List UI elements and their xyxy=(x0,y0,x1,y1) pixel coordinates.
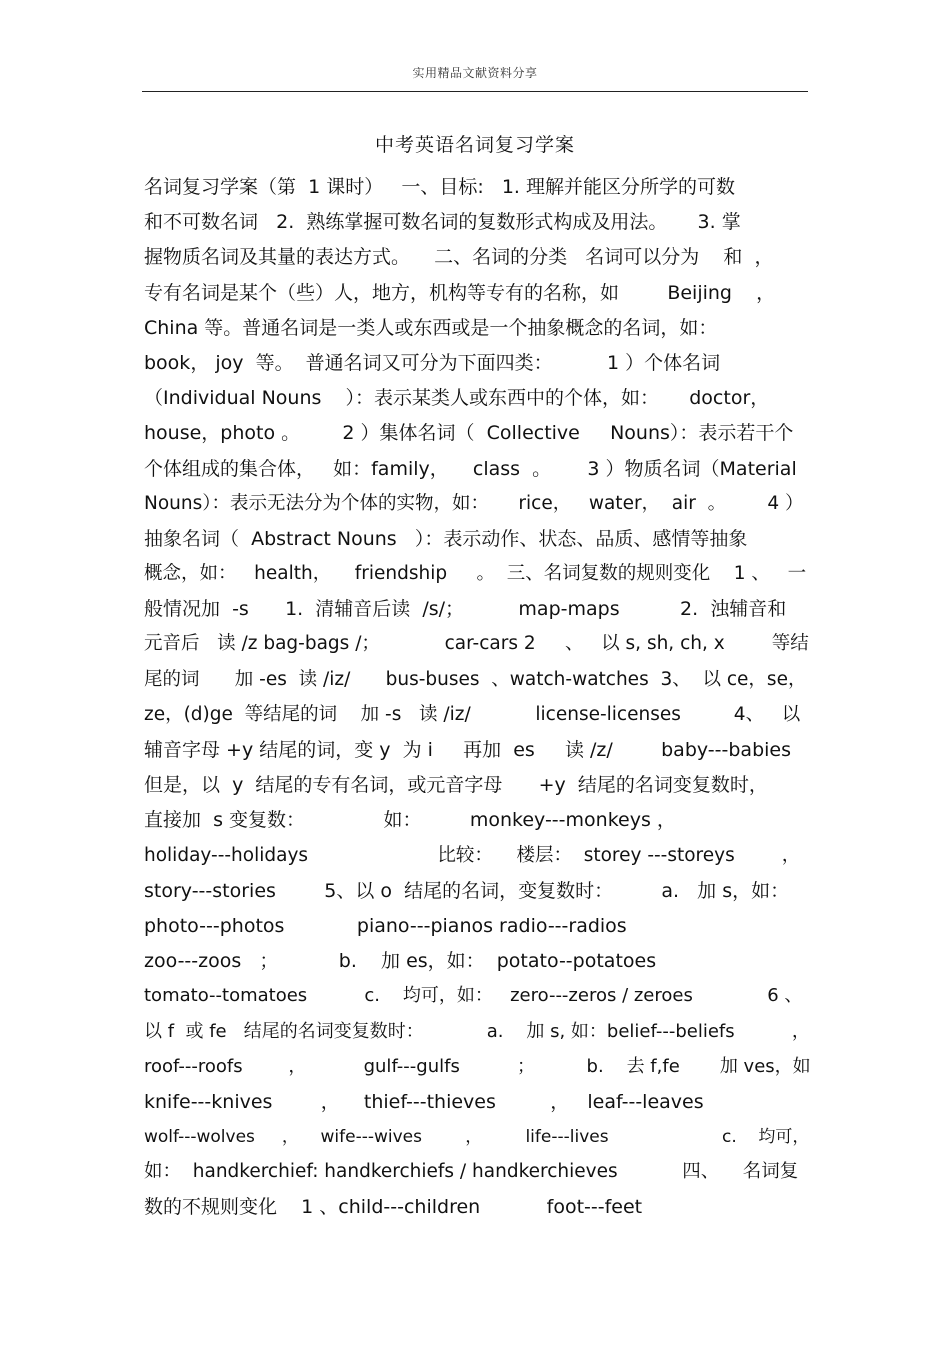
body-line: 握物质名词及其量的表达方式。 二、名词的分类 名词可以分为 和 ， xyxy=(144,246,774,269)
body-line: 以 f 或 fe 结尾的名词变复数时： a. 加 s, 如：belief---beliefs ， xyxy=(144,1020,810,1042)
document-body xyxy=(144,173,812,1229)
body-line: wolf---wolves ， wife---wives ， life---lives c. 均可， xyxy=(144,1127,810,1148)
body-line: 般情况加 -s 1. 清辅音后读 /s/； map-maps 2. 浊辅音和 xyxy=(144,598,787,621)
body-line: book， joy 等。 普通名词又可分为下面四类： 1 ）个体名词 xyxy=(144,351,721,374)
body-line: 数的不规则变化 1 、child---children foot---feet xyxy=(144,1196,643,1219)
body-line: 直接加 s 变复数： 如： monkey---monkeys ， xyxy=(144,809,676,832)
body-line: 概念，如： health， friendship 。 三、名词复数的规则变化 1 、 一 xyxy=(144,563,807,585)
body-line: holiday---holidays 比较： 楼层： storey ---storeys ， xyxy=(144,844,801,866)
body-line: 但是，以 y 结尾的专有名词，或元音字母 +y 结尾的名词变复数时， xyxy=(144,774,768,797)
body-line: tomato--tomatoes c. 均可，如： zero---zeros / zeroes 6 、 xyxy=(144,985,803,1007)
page-header: 实用精品文献资料分享 xyxy=(412,66,538,80)
body-line: knife---knives ， thief---thieves ， leaf---leaves xyxy=(144,1090,704,1113)
body-line: 元音后 读 /z bag-bags /； car-cars 2 、 以 s, sh, ch, x 等结 xyxy=(144,633,809,655)
body-line: ze，(d)ge 等结尾的词 加 -s 读 /iz/ license-licenses 4、 以 xyxy=(144,703,801,725)
body-line: story---stories 5、以 o 结尾的名词，变复数时： a. 加 s，如： xyxy=(144,879,790,902)
body-line: house，photo 。 2 ）集体名词（ Collective Nouns）：表示若干个 xyxy=(144,422,794,445)
body-line: Nouns）：表示无法分为个体的实物，如： rice， water， air 。 4 ） xyxy=(144,492,804,514)
body-line: 辅音字母 +y 结尾的词，变 y 为 i 再加 es 读 /z/ baby---babies xyxy=(144,739,791,761)
body-line: 和不可数名词 2. 熟练掌握可数名词的复数形式构成及用法。 3. 掌 xyxy=(144,211,741,234)
body-line: 如： handkerchief: handkerchiefs / handkerchieves 四、 名词复 xyxy=(144,1161,799,1183)
body-line: roof---roofs ， gulf---gulfs ； b. 去 f,fe 加 ves，如 xyxy=(144,1055,811,1077)
body-line: 专有名词是某个（些）人，地方，机构等专有的名称，如 Beijing ， xyxy=(144,281,776,304)
header-divider xyxy=(142,91,808,92)
body-line: photo---photos piano---pianos radio---radios xyxy=(144,914,627,937)
body-line: （Individual Nouns ）：表示某类人或东西中的个体，如： doctor， xyxy=(144,387,770,410)
body-line: 尾的词 加 -es 读 /iz/ bus-buses 、watch-watches 3、 以 ce，se， xyxy=(144,668,807,690)
document-title: 中考英语名词复习学案 xyxy=(374,134,575,156)
body-line: 抽象名词（ Abstract Nouns ）：表示动作、状态、品质、感情等抽象 xyxy=(144,527,748,550)
body-line: zoo---zoos ； b. 加 es，如： potato--potatoes xyxy=(144,950,657,973)
body-line: 个体组成的集合体， 如：family， class 。 3 ）物质名词（Material xyxy=(144,457,797,480)
body-line: China 等。普通名词是一类人或东西或是一个抽象概念的名词，如： xyxy=(144,316,718,339)
body-line: 名词复习学案（第 1 课时） 一、目标: 1. 理解并能区分所学的可数 xyxy=(144,176,736,198)
